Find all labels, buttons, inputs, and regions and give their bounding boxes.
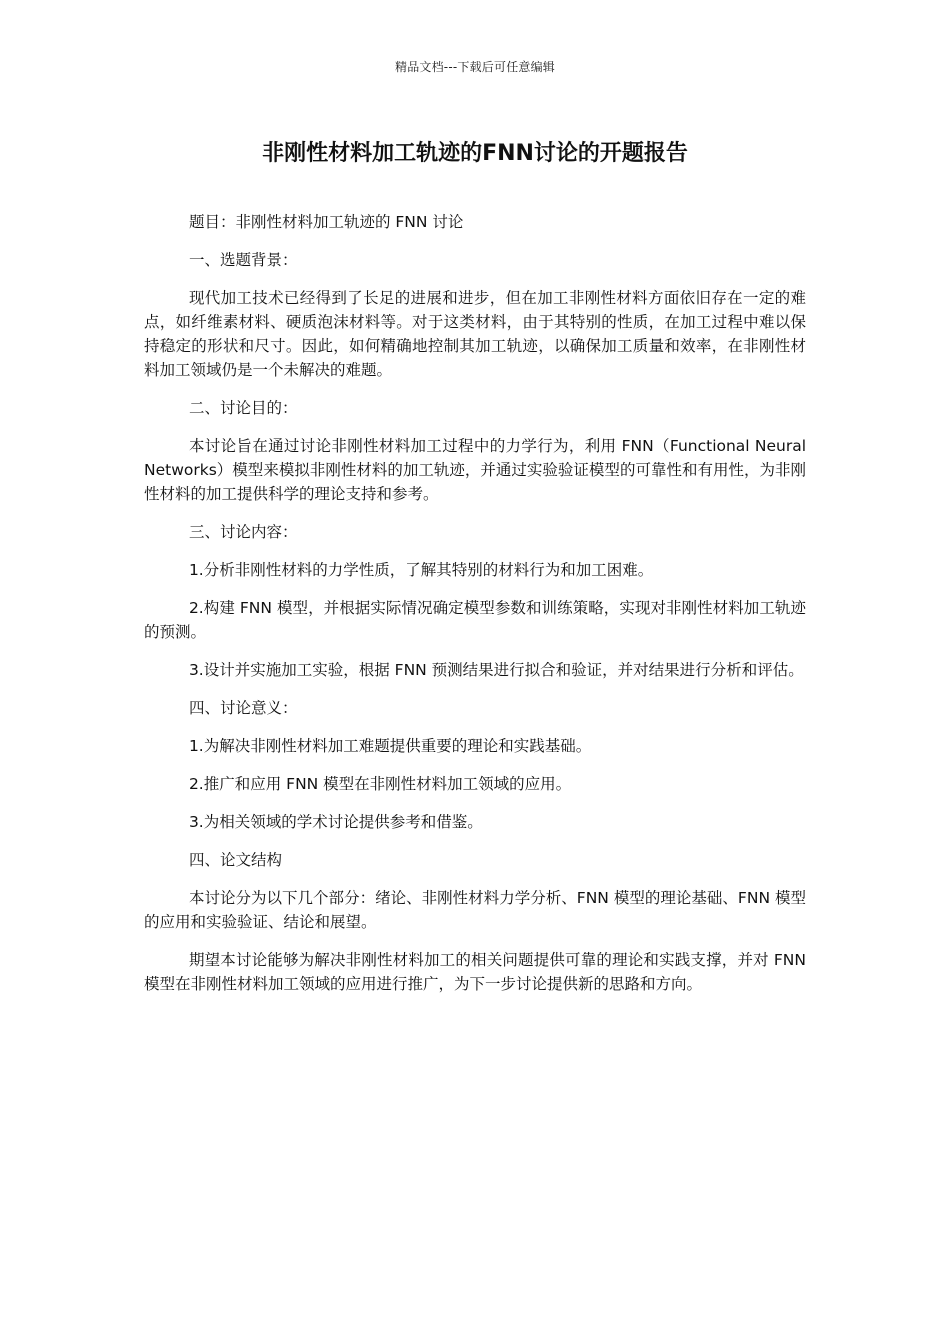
- paragraph-background: 现代加工技术已经得到了长足的进展和进步，但在加工非刚性材料方面依旧存在一定的难点，如纤维素材料、硬质泡沫材料等。对于这类材料，由于其特别的性质，在加工过程中难以保持稳定的形状和尺寸。因此，如何精确地控制其加工轨迹，以确保加工质量和效率，在非刚性材料加工领域仍是一个未解决的难题。: [144, 289, 806, 379]
- topic-line: 题目：非刚性材料加工轨迹的 FNN 讨论: [188, 213, 464, 231]
- paragraph-structure: 本讨论分为以下几个部分：绪论、非刚性材料力学分析、FNN 模型的理论基础、FNN 模型的应用和实验验证、结论和展望。: [144, 889, 806, 931]
- paragraph-expectation: 期望本讨论能够为解决非刚性材料加工的相关问题提供可靠的理论和实践支撑，并对 FNN 模型在非刚性材料加工领域的应用进行推广，为下一步讨论提供新的思路和方向。: [144, 951, 806, 993]
- significance-item-2: 2.推广和应用 FNN 模型在非刚性材料加工领域的应用。: [188, 775, 572, 793]
- significance-item-3: 3.为相关领域的学术讨论提供参考和借鉴。: [188, 813, 483, 831]
- section-heading-significance: 四、讨论意义：: [188, 699, 298, 717]
- significance-item-1: 1.为解决非刚性材料加工难题提供重要的理论和实践基础。: [188, 737, 592, 755]
- section-heading-background: 一、选题背景：: [188, 251, 298, 269]
- section-heading-purpose: 二、讨论目的：: [188, 399, 298, 417]
- section-heading-structure: 四、论文结构: [188, 851, 282, 869]
- paragraph-purpose: 本讨论旨在通过讨论非刚性材料加工过程中的力学行为，利用 FNN（Functional Neural Networks）模型来模拟非刚性材料的加工轨迹，并通过实验验证模型的可靠性和有用性，为非刚性材料的加工提供科学的理论支持和参考。: [144, 437, 806, 503]
- content-item-1: 1.分析非刚性材料的力学性质，了解其特别的材料行为和加工困难。: [188, 561, 654, 579]
- section-heading-content: 三、讨论内容：: [188, 523, 298, 541]
- document-title: 非刚性材料加工轨迹的FNN讨论的开题报告: [262, 141, 688, 166]
- content-item-2: 2.构建 FNN 模型，并根据实际情况确定模型参数和训练策略，实现对非刚性材料加工轨迹的预测。: [144, 599, 806, 641]
- document-body: [144, 210, 806, 1010]
- content-item-3: 3.设计并实施加工实验，根据 FNN 预测结果进行拟合和验证，并对结果进行分析和评估。: [188, 661, 804, 679]
- header-note: 精品文档---下载后可任意编辑: [395, 60, 555, 74]
